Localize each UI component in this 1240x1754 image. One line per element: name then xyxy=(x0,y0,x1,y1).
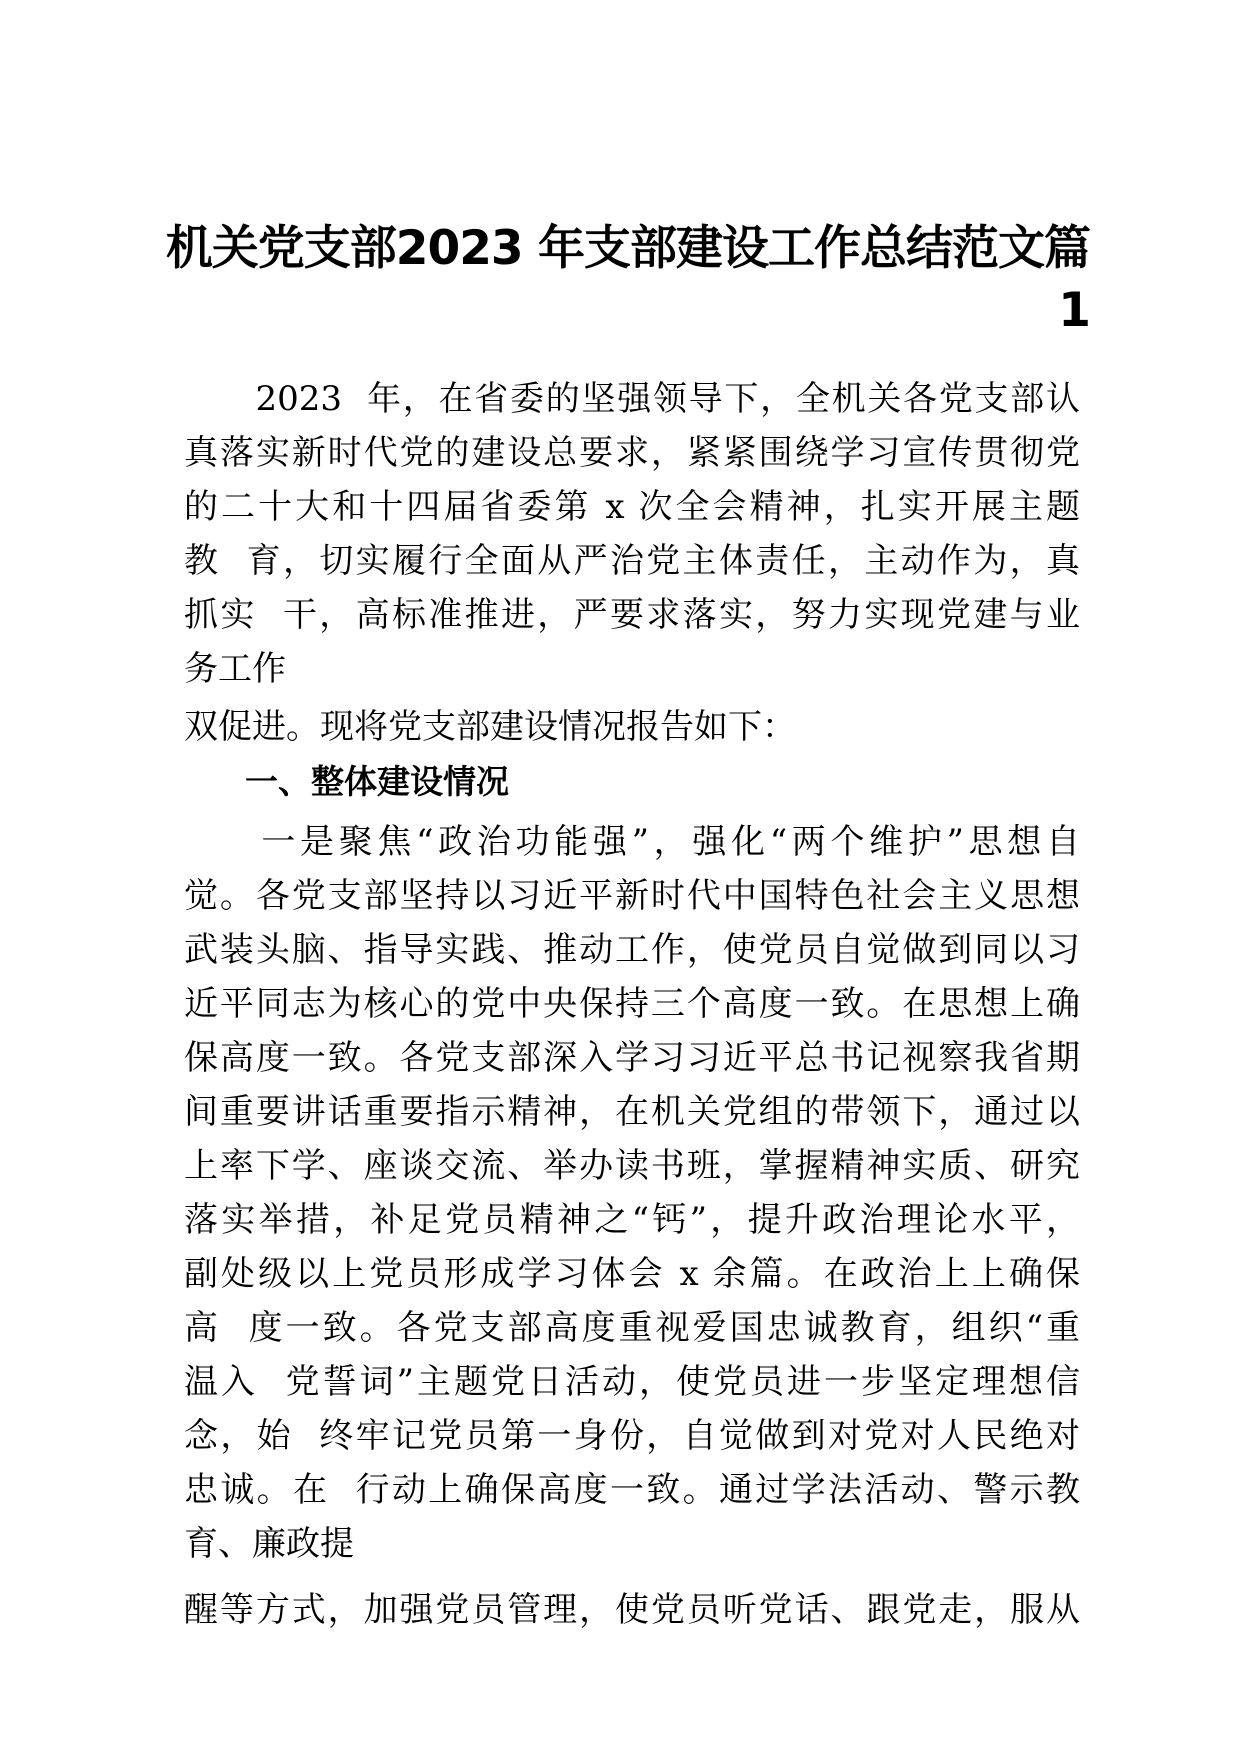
intro-line: 教 育，切实履行全面从严治党主体责任，主动作为，真 xyxy=(184,541,1080,581)
body-line: 近平同志为核心的党中央保持三个高度一致。在思想上确 xyxy=(184,984,1080,1024)
body-line: 觉。各党支部坚持以习近平新时代中国特色社会主义思想 xyxy=(184,876,1080,916)
body-line: 间重要讲话重要指示精神，在机关党组的带领下，通过以 xyxy=(184,1092,1080,1132)
intro-line: 真落实新时代党的建设总要求，紧紧围绕学习宣传贯彻党 xyxy=(184,433,1080,473)
body-line: 副处级以上党员形成学习体会 x 余篇。在政治上上确保 xyxy=(184,1254,1080,1294)
intro-line: 务工作 xyxy=(184,649,286,689)
intro-line: 2023 年，在省委的坚强领导下，全机关各党支部认 xyxy=(184,379,1080,419)
body-line: 温入 党誓词”主题党日活动，使党员进一步坚定理想信 xyxy=(184,1362,1080,1402)
body-line: 育、廉政提 xyxy=(184,1524,354,1564)
intro-line: 的二十大和十四届省委第 x 次全会精神，扎实开展主题 xyxy=(184,487,1080,527)
body-line: 忠诚。在 行动上确保高度一致。通过学法活动、警示教 xyxy=(184,1470,1080,1510)
body-line: 一是聚焦“政治功能强”，强化“两个维护”思想自 xyxy=(184,822,1080,862)
title-line-1: 机关党支部2023 年支部建设工作总结范文篇 xyxy=(165,221,1090,276)
section-heading: 一、整体建设情况 xyxy=(245,762,509,801)
body-line: 保高度一致。各党支部深入学习习近平总书记视察我省期 xyxy=(184,1038,1080,1078)
title-line-2: 1 xyxy=(1058,283,1090,338)
body-line: 念，始 终牢记党员第一身份，自觉做到对党对人民绝对 xyxy=(184,1416,1080,1456)
document-title xyxy=(160,218,1090,342)
body-line: 上率下学、座谈交流、举办读书班，掌握精神实质、研究 xyxy=(184,1146,1080,1186)
body-line: 落实举措，补足党员精神之“钙”，提升政治理论水平， xyxy=(184,1200,1080,1240)
body-continuation: 醒等方式，加强党员管理，使党员听党话、跟党走，服从 xyxy=(184,1590,1080,1630)
body-line: 高 度一致。各党支部高度重视爱国忠诚教育，组织“重 xyxy=(184,1308,1080,1348)
intro-line: 抓实 干，高标准推进，严要求落实，努力实现党建与业 xyxy=(184,595,1080,635)
intro-continuation: 双促进。现将党支部建设情况报告如下： xyxy=(184,707,796,747)
body-line: 武装头脑、指导实践、推动工作，使党员自觉做到同以习 xyxy=(184,930,1080,970)
